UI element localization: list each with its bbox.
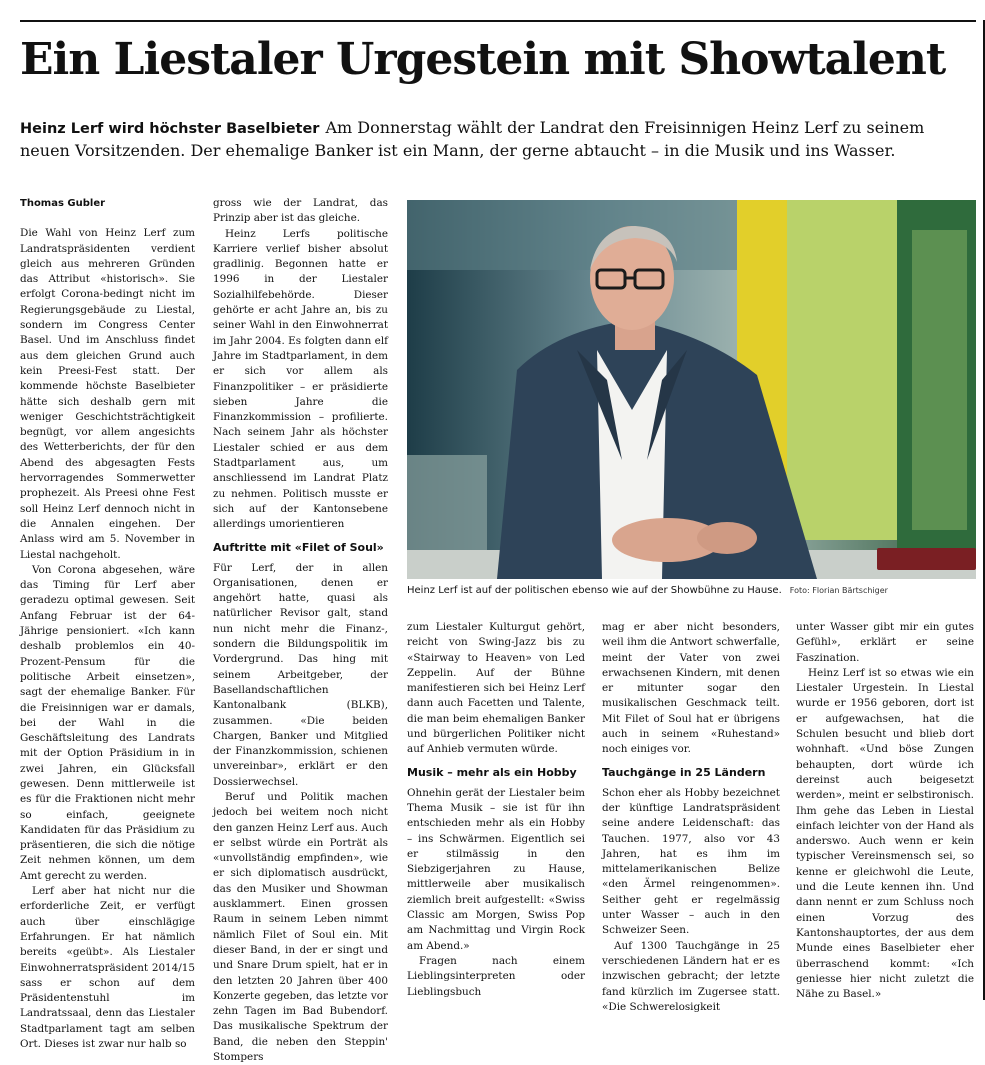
body-paragraph: Lerf aber hat nicht nur die erforderliche Zeit, er verfügt auch über einschlägige Erfahrungen. Er hat nämlich bereits «geübt». Als Liestaler Einwohnerratspräsident 2014/15 sass er schon auf dem Präsidentenstuhl im Landratssaal, denn das Liestaler Stadtparlament tagt am selben Ort. Dieses ist zwar nur halb so	[20, 885, 195, 1051]
body-paragraph: zum Liestaler Kulturgut gehört, reicht von Swing-Jazz bis zu «Stairway to Heaven» von Led Zeppelin. Auf der Bühne manifestieren sich bei Heinz Lerf dann auch Facetten und Talente, die man beim ehemaligen Banker und bürgerlichen Politiker nicht auf Anhieb vermuten würde.	[407, 621, 585, 756]
lead-text: Am Donnerstag wählt der Landrat den Freisinnigen Heinz Lerf zu seinem neuen Vorsitzenden. Der ehemalige Banker ist ein Mann, der gerne abtaucht – in die Musik und ins Wasser.	[20, 118, 925, 160]
subheading: Musik – mehr als ein Hobby	[407, 765, 577, 779]
body-paragraph: Auf 1300 Tauchgänge in 25 verschiedenen Ländern hat er es inzwischen gebracht; der letzte fand kürzlich im Zugersee statt. «Die Schwerelosigkeit	[602, 939, 780, 1013]
subheading: Auftritte mit «Filet of Soul»	[213, 540, 384, 554]
body-paragraph: Fragen nach einem Lieblingsinterpreten oder Lieblingsbuch	[407, 954, 585, 998]
body-paragraph: Heinz Lerf ist so etwas wie ein Liestaler Urgestein. In Liestal wurde er 1956 geboren, dort ist er aufgewachsen, hat die Schulen besucht und blieb dort wohnhaft. «Und böse Zungen behaupten, dort würde ich dereinst auch beigesetzt werden», meint er selbstironisch. Ihm gehe das Leben in Liestal einfach leichter von der Hand als anderswo. Auch wenn er kein typischer Vereinsmensch sei, so kenne er gleichwohl die Leute, und die Leute kennen ihn. Und dann nennt er zum Schluss noch einen Vorzug des Kantonshauptortes, der aus dem Munde eines Baselbieter eher überraschend kommt: «Ich geniesse hier nicht zuletzt die Nähe zu Basel.»	[796, 666, 974, 1001]
top-rule	[20, 20, 976, 22]
caption-text: Heinz Lerf ist auf der politischen ebenso wie auf der Showbühne zu Hause.	[407, 585, 782, 596]
body-paragraph: Für Lerf, der in allen Organisationen, denen er angehört hatte, quasi als natürlicher Revisor galt, stand nun nicht mehr die Finanz-, sondern die Bildungspolitik im Vordergrund. Das hing mit seinem Arbeitgeber, der Basellandschaftlichen Kantonalbank (BLKB), zusammen. «Die beiden Chargen, Banker und Mitglied der Finanzkommission, schienen unvereinbar», erklärt er den Dossierwechsel.	[213, 561, 388, 788]
photo-caption	[407, 585, 976, 596]
portrait-photo	[407, 200, 976, 579]
kicker: Heinz Lerf wird höchster Baselbieter	[20, 121, 320, 137]
lead-paragraph	[20, 117, 976, 162]
photo-credit: Foto: Florian Bärtschiger	[789, 586, 888, 595]
subheading: Tauchgänge in 25 Ländern	[602, 765, 766, 779]
body-paragraph: mag er aber nicht besonders, weil ihm die Antwort schwerfalle, meint der Vater von zwei erwachsenen Kindern, mit denen er mitunter sogar den musikalischen Geschmack teilt. Mit Filet of Soul hat er übrigens auch in seinem «Ruhestand» noch einiges vor.	[602, 621, 780, 756]
body-paragraph: gross wie der Landrat, das Prinzip aber ist das gleiche.	[213, 197, 388, 225]
column-4	[602, 620, 780, 1013]
body-paragraph: unter Wasser gibt mir ein gutes Gefühl», erklärt er seine Faszination.	[796, 621, 974, 664]
body-paragraph: Von Corona abgesehen, wäre das Timing für Lerf aber geradezu optimal gewesen. Seit Anfang Februar ist der 64-Jährige pensioniert. «Ich kann deshalb problemlos ein 40-Prozent-Pensum für die politische Arbeit einsetzen», sagt der ehemalige Banker. Für die Freisinnigen war er damals, bei der Wahl in die Geschäftsleitung des Landrats mit der Option Präsidium in in zwei Jahren, ein Glücksfall gewesen. Denn mittlerweile ist es für die Fraktionen nicht mehr so einfach, geeignete Kandidaten für das Präsidium zu präsentieren, die sich die nötige Zeit nehmen können, um dem Amt gerecht zu werden.	[20, 563, 195, 882]
column-5	[796, 620, 974, 1001]
author-byline: Thomas Gubler	[20, 198, 106, 209]
body-paragraph: Die Wahl von Heinz Lerf zum Landratspräsidenten verdient gleich aus mehreren Gründen das Attribut «historisch». Sie erfolgt Corona-bedingt nicht im Regierungsgebäude zu Liestal, sondern im Congress Center Basel. Und im Anschluss findet aus dem gleichen Grund auch kein Preesi-Fest statt. Der kommende höchste Baselbieter hätte sich deshalb gern mit weniger Geschichtsträchtigkeit begnügt, vor allem angesichts des Wetterberichts, der für den Abend des abgesagten Fests hervorragendes Sommerwetter prophezeit. Als Preesi ohne Fest soll Heinz Lerf dennoch nicht in die Annalen eingehen. Der Anlass wird am 5. November in Liestal nachgeholt.	[20, 227, 195, 561]
headline: Ein Liestaler Urgestein mit Showtalent	[20, 34, 946, 85]
portrait-illustration	[407, 200, 976, 579]
column-1	[20, 196, 195, 1051]
body-paragraph: Heinz Lerfs politische Karriere verlief bisher absolut gradlinig. Begonnen hatte er 1996 in der Liestaler Sozialhilfebehörde. Dieser gehörte er acht Jahre an, bis zu seiner Wahl in den Einwohnerrat im Jahr 2004. Es folgten dann elf Jahre im Stadtparlament, in dem er sich vor allem als Finanzpolitiker – er präsidierte sieben Jahre die Finanzkommission – profilierte. Nach seinem Jahr als höchster Liestaler schied er aus dem Stadtparlament aus, um anschliessend im Landrat Platz zu nehmen. Politisch musste er sich auf der Kantonsebene allerdings umorientieren	[213, 227, 388, 531]
column-3	[407, 620, 585, 996]
body-paragraph: Schon eher als Hobby bezeichnet der künftige Landratspräsident seine andere Leidenschaft: das Tauchen. 1977, also vor 43 Jahren, hat es ihm im mittelamerikanischen Belize «den Ärmel reingenommen». Seither geht er regelmässig unter Wasser – auch in den Schweizer Seen.	[602, 786, 780, 937]
body-paragraph: Ohnehin gerät der Liestaler beim Thema Musik – sie ist für ihn entschieden mehr als ein Hobby – ins Schwärmen. Eigentlich sei er stilmässig in den Siebzigerjahren zu Hause, mittlerweile aber musikalisch ziemlich breit aufgestellt: «Swiss Classic am Morgen, Swiss Pop am Nachmittag und Virgin Rock am Abend.»	[407, 786, 585, 952]
column-2	[213, 196, 388, 1064]
body-paragraph: Beruf und Politik machen jedoch bei weitem noch nicht den ganzen Heinz Lerf aus. Auch er selbst würde ein Porträt als «unvollständig empfinden», wie er sich diplomatisch ausdrückt, das den Musiker und Showman ausklammert. Einen grossen Raum in seinem Leben nimmt nämlich Filet of Soul ein. Mit dieser Band, in der er singt und und Snare Drum spielt, hat er in den letzten 20 Jahren über 400 Konzerte gegeben, das letzte vor zehn Tagen im Bad Bubendorf. Das musikalische Spektrum der Band, die neben den Steppin' Stompers	[213, 790, 388, 1064]
